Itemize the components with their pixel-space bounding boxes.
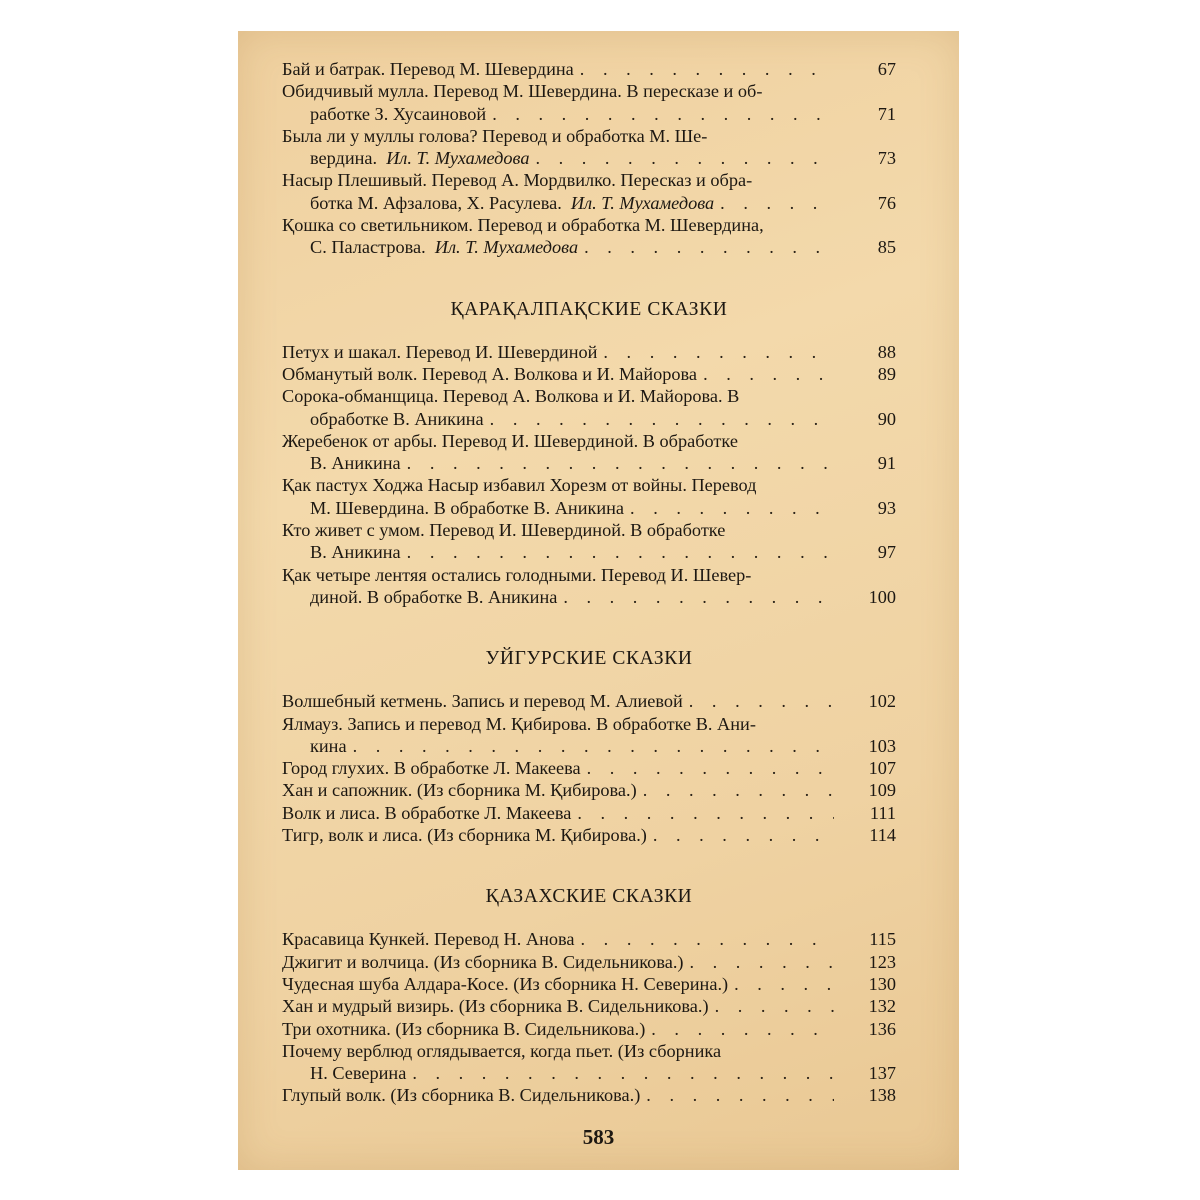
entry-title-text: Сорока-обманщица. Перевод А. Волкова и И. Майорова. В [282, 386, 740, 407]
entry-line [282, 1062, 834, 1084]
entry-title-text: В. Аникина [310, 542, 401, 563]
book-page [238, 31, 959, 1170]
dot-leader [535, 147, 834, 169]
dot-leader [646, 1084, 834, 1106]
toc-entry[interactable] [282, 58, 896, 80]
entry-line [282, 735, 834, 757]
illustrator-credit: Ил. Т. Мухамедова [434, 237, 579, 258]
entry-title-text: Глупый волк. (Из сборника В. Сидельникова.) [282, 1085, 641, 1106]
entry-page-number: 93 [877, 497, 896, 518]
entry-page-number: 102 [868, 691, 896, 712]
entry-title-text: Жеребенок от арбы. Перевод И. Шевердиной. В обработке [282, 430, 738, 451]
entry-page-number: 91 [877, 453, 896, 474]
entry-page-number: 97 [877, 542, 896, 563]
entry-line [282, 1018, 834, 1040]
entry-line [282, 713, 834, 735]
entry-page-number: 136 [868, 1018, 896, 1039]
dot-leader [689, 690, 834, 712]
toc-entry[interactable] [282, 1040, 896, 1085]
entry-title-text: Обманутый волк. Перевод А. Волкова и И. Майорова [282, 363, 698, 384]
entry-title-text: Красавица Кункей. Перевод Н. Анова [282, 929, 575, 950]
dot-leader [490, 408, 834, 430]
entry-page-number: 71 [877, 103, 896, 124]
toc-entry[interactable] [282, 713, 896, 758]
entry-line [282, 192, 834, 214]
toc-entry[interactable] [282, 951, 896, 973]
entry-title-text: Қак четыре лентяя остались голодными. Перевод И. Шевер- [282, 564, 752, 585]
dot-leader [577, 802, 834, 824]
dot-leader [630, 497, 834, 519]
page-number: 583 [582, 1125, 615, 1149]
entry-line [282, 1084, 834, 1106]
toc-section [282, 58, 896, 259]
dot-leader [492, 103, 834, 125]
entry-line [282, 586, 834, 608]
entry-line [282, 757, 834, 779]
toc-entry[interactable] [282, 341, 896, 363]
toc-entry[interactable] [282, 973, 896, 995]
dot-leader [353, 735, 834, 757]
entry-title-text: Хан и сапожник. (Из сборника М. Қибирова.) [282, 780, 637, 801]
entry-title-text: Обидчивый мулла. Перевод М. Шевердина. В пересказе и об- [282, 81, 763, 102]
entry-page-number: 107 [868, 758, 896, 779]
entry-page-number: 100 [868, 586, 896, 607]
entry-title-text: Чудесная шуба Алдара-Косе. (Из сборника Н. Северина.) [282, 973, 729, 994]
entry-page-number: 73 [877, 148, 896, 169]
dot-leader [563, 586, 834, 608]
toc-entry[interactable] [282, 757, 896, 779]
toc-entry[interactable] [282, 169, 896, 214]
toc-entry[interactable] [282, 214, 896, 259]
toc-entry[interactable] [282, 779, 896, 801]
entry-line [282, 408, 834, 430]
entry-page-number: 76 [877, 192, 896, 213]
entry-line [282, 951, 834, 973]
entry-line [282, 995, 834, 1017]
entry-line [282, 452, 834, 474]
dot-leader [603, 341, 834, 363]
entry-page-number: 111 [869, 802, 896, 823]
entry-title-text: Н. Северина [310, 1063, 407, 1084]
entry-page-number: 138 [868, 1085, 896, 1106]
entry-line [282, 541, 834, 563]
entry-line [282, 341, 834, 363]
entry-page-number: 137 [868, 1063, 896, 1084]
entry-title-text: С. Паластрова. [310, 237, 426, 258]
dot-leader [651, 1018, 834, 1040]
toc-section [282, 846, 896, 1106]
entry-title-text: Тигр, волк и лиса. (Из сборника М. Қибирова.) [282, 825, 647, 846]
entry-title-text: кина [310, 735, 347, 756]
entry-line [282, 58, 834, 80]
entry-line [282, 1040, 834, 1062]
entry-title-text: вердина. [310, 148, 378, 169]
dot-leader [407, 541, 834, 563]
entry-line [282, 147, 834, 169]
dot-leader [734, 973, 834, 995]
toc-entry[interactable] [282, 474, 896, 519]
entry-line [282, 169, 834, 191]
toc-entry[interactable] [282, 363, 896, 385]
section-spacer [282, 608, 896, 648]
entry-page-number: 114 [869, 825, 896, 846]
entry-title-text: Хан и мудрый визирь. (Из сборника В. Сидельникова.) [282, 996, 709, 1017]
toc-entry[interactable] [282, 125, 896, 170]
illustrator-credit: Ил. Т. Мухамедова [386, 148, 530, 169]
dot-leader [580, 58, 834, 80]
entry-line [282, 824, 834, 846]
toc-entry[interactable] [282, 802, 896, 824]
toc-entry[interactable] [282, 928, 896, 950]
entry-title-text: Джигит и волчица. (Из сборника В. Сидельникова.) [282, 951, 684, 972]
entry-line [282, 779, 834, 801]
entry-title-text: работке З. Хусаиновой [310, 103, 487, 124]
dot-leader [407, 452, 834, 474]
entry-line [282, 430, 834, 452]
dot-leader [690, 951, 835, 973]
entry-title-text: М. Шевердина. В обработке В. Аникина [310, 497, 625, 518]
entry-page-number: 89 [877, 363, 896, 384]
entry-page-number: 132 [868, 996, 896, 1017]
entry-line [282, 80, 834, 102]
toc-entry[interactable] [282, 519, 896, 564]
section-heading: УЙГУРСКИЕ СКАЗКИ [485, 648, 693, 670]
entry-page-number: 130 [868, 973, 896, 994]
entry-title-text: Кто живет с умом. Перевод И. Шевердиной. В обработке [282, 520, 726, 541]
toc-entry[interactable] [282, 385, 896, 430]
toc-entry[interactable] [282, 995, 896, 1017]
entry-title-text: Три охотника. (Из сборника В. Сидельникова.) [282, 1018, 646, 1039]
entry-title-text: Қошка со светильником. Перевод и обработка М. Шевердина, [282, 215, 764, 236]
entry-line [282, 474, 834, 496]
entry-line [282, 125, 834, 147]
section-spacer [282, 846, 896, 886]
entry-title-text: ботка М. Афзалова, Х. Расулева. [310, 192, 562, 213]
section-heading: ҚАРАҚАЛПАҚСКИЕ СКАЗКИ [450, 298, 728, 320]
entry-line [282, 385, 834, 407]
entry-page-number: 90 [877, 408, 896, 429]
dot-leader [643, 779, 834, 801]
toc-section [282, 259, 896, 609]
entry-title-text: обработке В. Аникина [310, 408, 484, 429]
entry-line [282, 802, 834, 824]
entry-title-text: Қак пастух Ходжа Насыр избавил Хорезм от войны. Перевод [282, 475, 757, 496]
entry-line [282, 236, 834, 258]
entry-line [282, 103, 834, 125]
entry-title-text: Насыр Плешивый. Перевод А. Мордвилко. Пересказ и обра- [282, 170, 753, 191]
dot-leader [715, 995, 834, 1017]
entry-title-text: диной. В обработке В. Аникина [310, 586, 558, 607]
entry-line [282, 497, 834, 519]
toc-entry[interactable] [282, 1084, 896, 1106]
entry-line [282, 363, 834, 385]
toc-entry[interactable] [282, 824, 896, 846]
entry-line [282, 519, 834, 541]
entry-line [282, 973, 834, 995]
entry-title-text: В. Аникина [310, 453, 401, 474]
entry-page-number: 123 [868, 951, 896, 972]
dot-leader [720, 192, 834, 214]
entry-title-text: Волк и лиса. В обработке Л. Макеева [282, 802, 572, 823]
entry-line [282, 564, 834, 586]
entry-page-number: 85 [877, 237, 896, 258]
dot-leader [587, 757, 834, 779]
entry-title-text: Почему верблюд оглядывается, когда пьет. (Из сборника [282, 1040, 722, 1061]
dot-leader [653, 824, 834, 846]
entry-title-text: Бай и батрак. Перевод М. Шевердина [282, 59, 574, 79]
dot-leader [581, 928, 834, 950]
dot-leader [584, 236, 834, 258]
entry-title-text: Город глухих. В обработке Л. Макеева [282, 758, 581, 779]
toc-section [282, 608, 896, 846]
entry-page-number: 109 [868, 780, 896, 801]
illustrator-credit: Ил. Т. Мухамедова [570, 192, 715, 213]
toc-entry[interactable] [282, 1018, 896, 1040]
entry-line [282, 690, 834, 712]
toc-entry[interactable] [282, 690, 896, 712]
entry-title-text: Петух и шакал. Перевод И. Шевердиной [282, 341, 598, 362]
entry-page-number: 115 [869, 929, 896, 950]
dot-leader [703, 363, 834, 385]
section-heading: ҚАЗАХСКИЕ СКАЗКИ [485, 886, 693, 908]
dot-leader [412, 1062, 834, 1084]
entry-line [282, 928, 834, 950]
toc-entry[interactable] [282, 430, 896, 475]
toc-entry[interactable] [282, 564, 896, 609]
entry-page-number: 88 [877, 341, 896, 362]
entry-line [282, 214, 834, 236]
table-of-contents [282, 58, 896, 1107]
entry-title-text: Волшебный кетмень. Запись и перевод М. Алиевой [282, 691, 683, 712]
section-spacer [282, 259, 896, 299]
entry-page-number: 103 [868, 735, 896, 756]
entry-title-text: Ялмауз. Запись и перевод М. Қибирова. В обработке В. Ани- [282, 713, 756, 734]
entry-title-text: Была ли у муллы голова? Перевод и обработка М. Ше- [282, 125, 708, 146]
toc-entry[interactable] [282, 80, 896, 125]
entry-page-number: 67 [877, 59, 896, 79]
